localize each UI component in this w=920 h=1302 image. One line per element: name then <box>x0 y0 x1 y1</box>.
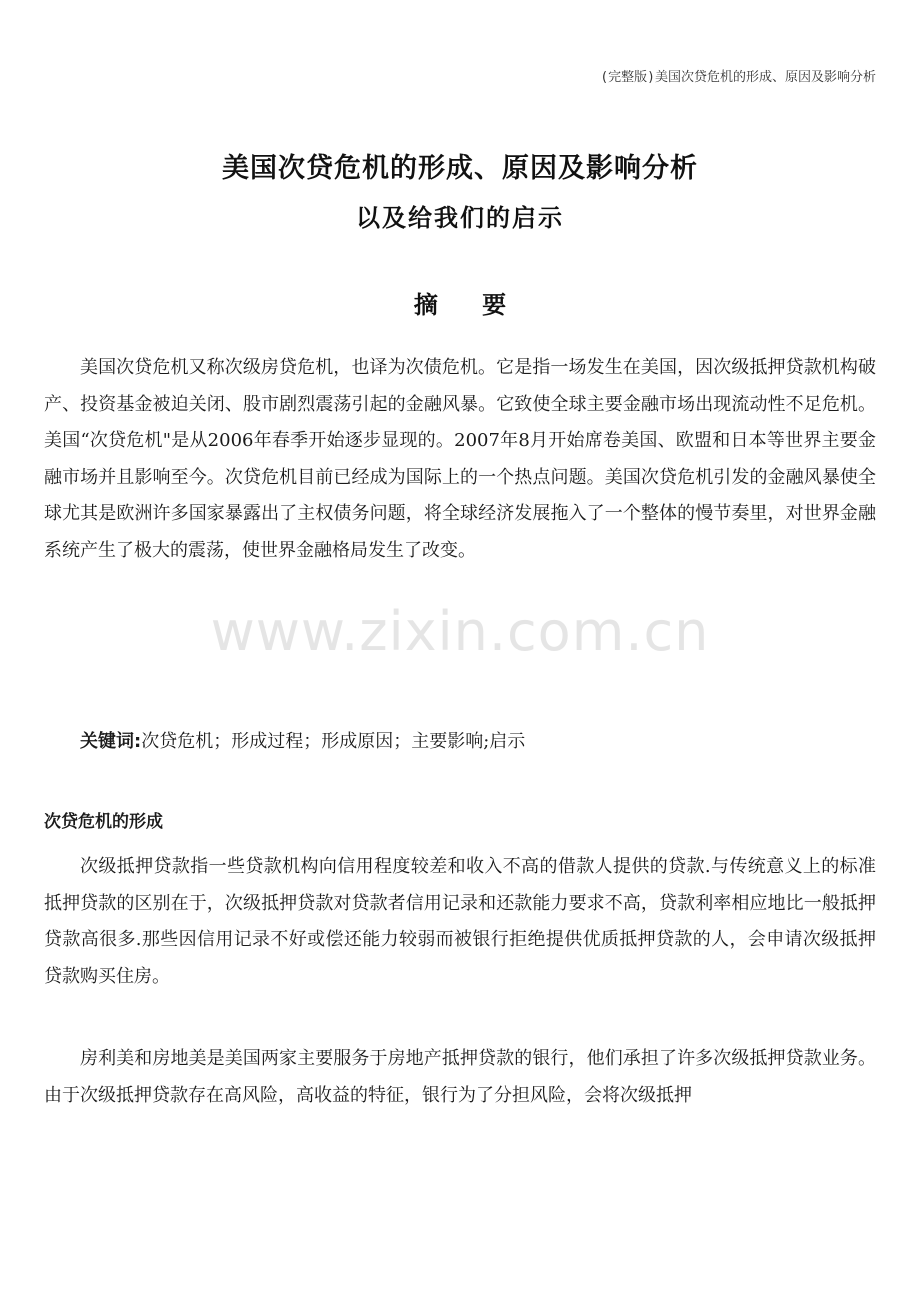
section-paragraph-1: 次级抵押贷款指一些贷款机构向信用程度较差和收入不高的借款人提供的贷款.与传统意义上的标准抵押贷款的区别在于，次级抵押贷款对贷款者信用记录和还款能力要求不高，贷款利率相应地比一般抵押贷款高很多.那些因信用记录不好或偿还能力较弱而被银行拒绝提供优质抵押贷款的人，会申请次级抵押贷款购买住房。 <box>44 856 876 987</box>
document-title: 美国次贷危机的形成、原因及影响分析 <box>222 153 698 184</box>
running-header: (完整版)美国次贷危机的形成、原因及影响分析 <box>600 70 876 85</box>
keywords-line <box>80 727 525 753</box>
abstract-paragraph: 美国次贷危机又称次级房贷危机，也译为次债危机。它是指一场发生在美国，因次级抵押贷款机构破产、投资基金被迫关闭、股市剧烈震荡引起的金融风暴。它致使全球主要金融市场出现流动性不足危机。美国“次贷危机"是从2006年春季开始逐步显现的。2007年8月开始席卷美国、欧盟和日本等世界主要金融市场并且影响至今。次贷危机目前已经成为国际上的一个热点问题。美国次贷危机引发的金融风暴使全球尤其是欧洲许多国家暴露出了主权债务问题，将全球经济发展拖入了一个整体的慢节奏里，对世界金融系统产生了极大的震荡，使世界金融格局发生了改变。 <box>44 357 876 561</box>
section-heading: 次贷危机的形成 <box>44 812 163 832</box>
abstract-heading: 摘 要 <box>413 290 525 319</box>
watermark: www.zixin.com.cn <box>210 600 710 663</box>
section-paragraph-2: 房利美和房地美是美国两家主要服务于房地产抵押贷款的银行，他们承担了许多次级抵押贷款业务。由于次级抵押贷款存在高风险，高收益的特征，银行为了分担风险，会将次级抵押 <box>44 1048 876 1106</box>
keywords-label: 关键词: <box>80 731 142 752</box>
document-subtitle: 以及给我们的启示 <box>356 203 564 232</box>
keywords-text: 次贷危机；形成过程；形成原因；主要影响;启示 <box>141 731 526 752</box>
